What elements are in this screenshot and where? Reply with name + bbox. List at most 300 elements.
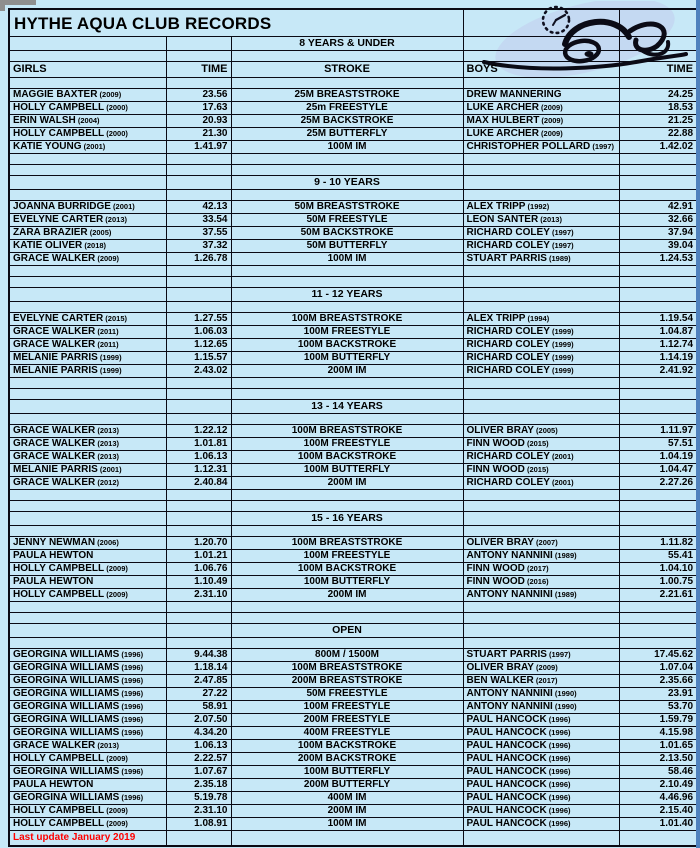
girls-column-header: GIRLS [9,62,166,78]
record-year: (1999) [549,366,574,375]
girl-time-cell: 37.32 [166,240,231,253]
boy-time-cell: 32.66 [619,214,697,227]
girl-name-cell [9,649,166,662]
boy-time-cell: 1.01.40 [619,818,697,831]
girl-name-cell [9,675,166,688]
record-row [9,649,697,662]
swimmer-name: HOLLY CAMPBELL [13,753,105,764]
girl-name-cell [9,214,166,227]
spacer-row [9,602,697,613]
swimmer-name: RICHARD COLEY [466,326,550,337]
record-row [9,589,697,602]
footer-row [9,831,697,847]
girl-time-cell: 2.07.50 [166,714,231,727]
boy-name-cell [463,740,619,753]
girl-name-cell [9,779,166,792]
swimmer-name: GEORGINA WILLIAMS [13,792,120,803]
record-year: (1996) [546,819,571,828]
girl-name-cell [9,451,166,464]
girl-name-cell [9,425,166,438]
empty-cell [619,78,697,89]
boy-time-cell: 2.21.61 [619,589,697,602]
boy-name-cell [463,675,619,688]
boy-time-cell: 2.15.40 [619,805,697,818]
swimmer-name: ALEX TRIPP [466,313,526,324]
girl-time-cell: 1.06.13 [166,451,231,464]
spacer-row [9,78,697,89]
record-row [9,438,697,451]
empty-cell [463,624,619,638]
boys-time-column-header: TIME [619,62,697,78]
swimmer-name: GRACE WALKER [13,438,96,449]
girl-name-cell [9,313,166,326]
swimmer-name: MAX HULBERT [466,115,540,126]
section-header-row [9,37,697,51]
empty-cell [9,501,166,512]
swimmer-name: GRACE WALKER [13,451,96,462]
swimmer-name: GRACE WALKER [13,339,96,350]
empty-cell [166,414,231,425]
record-year: (1996) [546,715,571,724]
swimmer-name: MELANIE PARRIS [13,365,98,376]
swimmer-name: GEORGINA WILLIAMS [13,662,120,673]
stroke-cell: 25M BACKSTROKE [231,115,463,128]
record-year: (1996) [546,806,571,815]
record-year: (2009) [104,806,128,815]
record-row [9,339,697,352]
record-year: (1999) [549,340,574,349]
spacer-row [9,526,697,537]
swimmer-name: KATIE OLIVER [13,240,83,251]
stroke-cell: 200M BUTTERFLY [231,779,463,792]
swimmer-name: JENNY NEWMAN [13,537,96,548]
empty-cell [463,414,619,425]
records-table [8,8,698,847]
stroke-cell: 100M FREESTYLE [231,326,463,339]
record-year: (2013) [95,452,119,461]
record-year: (2009) [538,129,563,138]
girl-name-cell [9,227,166,240]
stroke-cell: 100M BACKSTROKE [231,740,463,753]
swimmer-name: HOLLY CAMPBELL [13,589,105,600]
empty-cell [9,400,166,414]
boy-time-cell: 24.25 [619,89,697,102]
boy-name-cell [463,115,619,128]
record-row [9,740,697,753]
boy-name-cell [463,477,619,490]
girl-time-cell: 2.22.57 [166,753,231,766]
empty-cell [619,613,697,624]
record-year: (2015) [103,314,127,323]
swimmer-name: FINN WOOD [466,563,525,574]
record-row [9,662,697,675]
empty-cell [463,9,619,37]
boy-time-cell: 1.04.47 [619,464,697,477]
empty-cell [9,512,166,526]
stroke-cell: 100M BACKSTROKE [231,339,463,352]
swimmer-name: JOANNA BURRIDGE [13,201,111,212]
swimmer-name: LEON SANTER [466,214,539,225]
record-row [9,253,697,266]
record-year: (2013) [95,426,119,435]
boy-name-cell [463,141,619,154]
girl-name-cell [9,589,166,602]
empty-cell [9,378,166,389]
swimmer-name: ANTONY NANNINI [466,701,553,712]
section-title: 8 YEARS & UNDER [231,37,463,51]
record-year: (1999) [549,353,574,362]
stroke-cell: 400M FREESTYLE [231,727,463,740]
swimmer-name: GEORGINA WILLIAMS [13,688,120,699]
girl-time-cell: 2.47.85 [166,675,231,688]
boy-name-cell [463,714,619,727]
swimmer-name: DREW MANNERING [466,89,562,100]
girl-name-cell [9,818,166,831]
empty-cell [463,176,619,190]
empty-cell [9,302,166,313]
empty-cell [619,266,697,277]
empty-cell [231,51,463,62]
stroke-cell: 100M BUTTERFLY [231,766,463,779]
girl-time-cell: 4.34.20 [166,727,231,740]
empty-cell [619,400,697,414]
empty-cell [619,638,697,649]
swimmer-name: KATIE YOUNG [13,141,82,152]
spacer-row [9,277,697,288]
girl-time-cell: 1.10.49 [166,576,231,589]
swimmer-name: GEORGINA WILLIAMS [13,727,120,738]
record-row [9,727,697,740]
record-year: (1997) [549,228,574,237]
empty-cell [166,190,231,201]
empty-cell [9,414,166,425]
stroke-cell: 100M FREESTYLE [231,550,463,563]
record-year: (1990) [552,689,577,698]
boy-name-cell [463,326,619,339]
empty-cell [9,51,166,62]
empty-cell [166,602,231,613]
boy-time-cell: 21.25 [619,115,697,128]
empty-cell [619,526,697,537]
girl-name-cell [9,766,166,779]
swimmer-name: RICHARD COLEY [466,339,550,350]
stroke-cell: 100M BUTTERFLY [231,576,463,589]
empty-cell [619,288,697,302]
record-year: (2017) [524,564,549,573]
footer-note: Last update January 2019 [9,831,166,847]
girl-name-cell [9,464,166,477]
girl-time-cell: 20.93 [166,115,231,128]
empty-cell [619,624,697,638]
swimmer-name: ANTONY NANNINI [466,589,553,600]
swimmer-name: ALEX TRIPP [466,201,526,212]
boy-time-cell: 23.91 [619,688,697,701]
girl-time-cell: 27.22 [166,688,231,701]
swimmer-name: GEORGINA WILLIAMS [13,675,120,686]
girl-time-cell: 9.44.38 [166,649,231,662]
swimmer-name: HOLLY CAMPBELL [13,102,105,113]
stroke-cell: 200M IM [231,365,463,378]
boy-name-cell [463,688,619,701]
record-row [9,365,697,378]
record-row [9,128,697,141]
record-year: (2000) [104,129,128,138]
stroke-column-header: STROKE [231,62,463,78]
boy-time-cell: 42.91 [619,201,697,214]
empty-cell [619,190,697,201]
girl-time-cell: 1.01.81 [166,438,231,451]
boy-name-cell [463,128,619,141]
empty-cell [166,154,231,165]
empty-cell [619,9,697,37]
spacer-row [9,389,697,400]
girl-name-cell [9,115,166,128]
record-row [9,313,697,326]
empty-cell [463,389,619,400]
swimmer-name: MELANIE PARRIS [13,352,98,363]
record-year: (1996) [119,793,144,802]
girl-time-cell: 2.40.84 [166,477,231,490]
empty-cell [463,378,619,389]
girl-time-cell: 1.01.21 [166,550,231,563]
boy-time-cell: 57.51 [619,438,697,451]
section-header-row [9,512,697,526]
swimmer-name: LUKE ARCHER [466,102,539,113]
swimmer-name: LUKE ARCHER [466,128,539,139]
title-row [9,9,697,37]
swimmer-name: ANTONY NANNINI [466,688,553,699]
section-title: 9 - 10 YEARS [231,176,463,190]
boy-name-cell [463,753,619,766]
girl-name-cell [9,688,166,701]
record-row [9,425,697,438]
empty-cell [463,302,619,313]
record-row [9,688,697,701]
section-title: 15 - 16 YEARS [231,512,463,526]
boy-name-cell [463,227,619,240]
empty-cell [231,414,463,425]
swimmer-name: ANTONY NANNINI [466,550,553,561]
empty-cell [166,831,231,847]
empty-cell [166,277,231,288]
empty-cell [166,490,231,501]
boy-name-cell [463,313,619,326]
empty-cell [463,613,619,624]
stroke-cell: 100M IM [231,141,463,154]
record-year: (1999) [97,353,122,362]
stroke-cell: 200M BREASTSTROKE [231,675,463,688]
empty-cell [231,490,463,501]
swimmer-name: PAUL HANCOCK [466,727,547,738]
swimmer-name: PAUL HANCOCK [466,740,547,751]
record-year: (1996) [546,780,571,789]
stroke-cell: 100M BUTTERFLY [231,352,463,365]
spacer-row [9,302,697,313]
empty-cell [166,526,231,537]
empty-cell [166,378,231,389]
record-year: (1996) [119,650,144,659]
record-row [9,563,697,576]
record-row [9,701,697,714]
record-row [9,576,697,589]
girl-time-cell: 1.08.91 [166,818,231,831]
swimmer-name: HOLLY CAMPBELL [13,818,105,829]
record-year: (2011) [95,327,119,336]
record-row [9,805,697,818]
girl-time-cell: 1.06.03 [166,326,231,339]
empty-cell [619,414,697,425]
record-year: (1989) [552,590,577,599]
empty-cell [619,378,697,389]
empty-cell [463,501,619,512]
empty-cell [619,51,697,62]
boy-name-cell [463,563,619,576]
record-row [9,766,697,779]
empty-cell [463,37,619,51]
swimmer-name: OLIVER BRAY [466,662,534,673]
record-year: (2013) [538,215,562,224]
boy-name-cell [463,701,619,714]
boy-time-cell: 22.88 [619,128,697,141]
swimmer-name: GRACE WALKER [13,253,96,264]
boy-time-cell: 1.04.87 [619,326,697,339]
girl-name-cell [9,201,166,214]
stroke-cell: 400M IM [231,792,463,805]
record-year: (1996) [546,728,571,737]
stroke-cell: 50M FREESTYLE [231,688,463,701]
record-year: (2015) [524,439,549,448]
boy-time-cell: 58.46 [619,766,697,779]
record-row [9,451,697,464]
girl-name-cell [9,128,166,141]
boy-time-cell: 4.46.96 [619,792,697,805]
records-table-body [9,37,697,847]
record-row [9,201,697,214]
girl-time-cell: 1.41.97 [166,141,231,154]
empty-cell [463,277,619,288]
empty-cell [231,277,463,288]
swimmer-name: RICHARD COLEY [466,451,550,462]
boy-name-cell [463,89,619,102]
record-year: (2009) [95,254,119,263]
boy-name-cell [463,240,619,253]
record-row [9,550,697,563]
boy-name-cell [463,102,619,115]
record-row [9,240,697,253]
record-year: (2015) [524,465,549,474]
empty-cell [463,831,619,847]
record-year: (1996) [119,702,144,711]
girl-time-cell: 37.55 [166,227,231,240]
empty-cell [166,165,231,176]
section-title: OPEN [231,624,463,638]
record-year: (1999) [97,366,122,375]
section-header-row [9,288,697,302]
stroke-cell: 100M BREASTSTROKE [231,425,463,438]
girl-time-cell: 58.91 [166,701,231,714]
empty-cell [463,400,619,414]
girl-time-cell: 42.13 [166,201,231,214]
boy-time-cell: 1.01.65 [619,740,697,753]
boy-name-cell [463,589,619,602]
record-row [9,753,697,766]
record-year: (2013) [95,741,119,750]
girl-time-cell: 5.19.78 [166,792,231,805]
empty-cell [166,266,231,277]
boy-name-cell [463,339,619,352]
swimmer-name: PAUL HANCOCK [466,805,547,816]
boy-name-cell [463,451,619,464]
empty-cell [463,51,619,62]
record-year: (2001) [97,465,122,474]
stroke-cell: 100M BREASTSTROKE [231,662,463,675]
record-row [9,675,697,688]
swimmer-name: PAUL HANCOCK [466,818,547,829]
girl-name-cell [9,550,166,563]
boy-time-cell: 17.45.62 [619,649,697,662]
swimmer-name: BEN WALKER [466,675,534,686]
girl-time-cell: 2.31.10 [166,589,231,602]
swimmer-name: RICHARD COLEY [466,240,550,251]
empty-cell [166,400,231,414]
girl-name-cell [9,240,166,253]
swimmer-name: RICHARD COLEY [466,352,550,363]
empty-cell [231,526,463,537]
record-year: (2013) [95,439,119,448]
record-row [9,464,697,477]
girl-time-cell: 23.56 [166,89,231,102]
girl-name-cell [9,141,166,154]
girl-time-cell: 21.30 [166,128,231,141]
spacer-row [9,165,697,176]
stroke-cell: 100M IM [231,253,463,266]
girl-time-cell: 1.20.70 [166,537,231,550]
swimmer-name: OLIVER BRAY [466,425,534,436]
stroke-cell: 200M IM [231,805,463,818]
boy-name-cell [463,438,619,451]
record-year: (1992) [525,202,550,211]
girl-time-cell: 17.63 [166,102,231,115]
girl-name-cell [9,352,166,365]
empty-cell [619,176,697,190]
stroke-cell: 100M BACKSTROKE [231,451,463,464]
empty-cell [463,512,619,526]
swimmer-name: GRACE WALKER [13,740,96,751]
record-row [9,714,697,727]
record-year: (2017) [533,676,558,685]
swimmer-name: PAUL HANCOCK [466,714,547,725]
stroke-cell: 25M BREASTSTROKE [231,89,463,102]
spacer-row [9,501,697,512]
record-year: (1997) [546,650,571,659]
stroke-cell: 200M IM [231,589,463,602]
girl-time-cell: 1.18.14 [166,662,231,675]
girl-time-cell: 1.27.55 [166,313,231,326]
empty-cell [166,302,231,313]
record-year: (1994) [525,314,550,323]
sheet-corner-horizontal [0,0,36,5]
record-row [9,477,697,490]
stroke-cell: 100M BUTTERFLY [231,464,463,477]
girl-name-cell [9,438,166,451]
empty-cell [231,378,463,389]
empty-cell [9,602,166,613]
boy-time-cell: 55.41 [619,550,697,563]
record-year: (2007) [533,538,558,547]
stroke-cell: 25M BUTTERFLY [231,128,463,141]
boy-time-cell: 1.42.02 [619,141,697,154]
record-year: (2012) [95,478,119,487]
